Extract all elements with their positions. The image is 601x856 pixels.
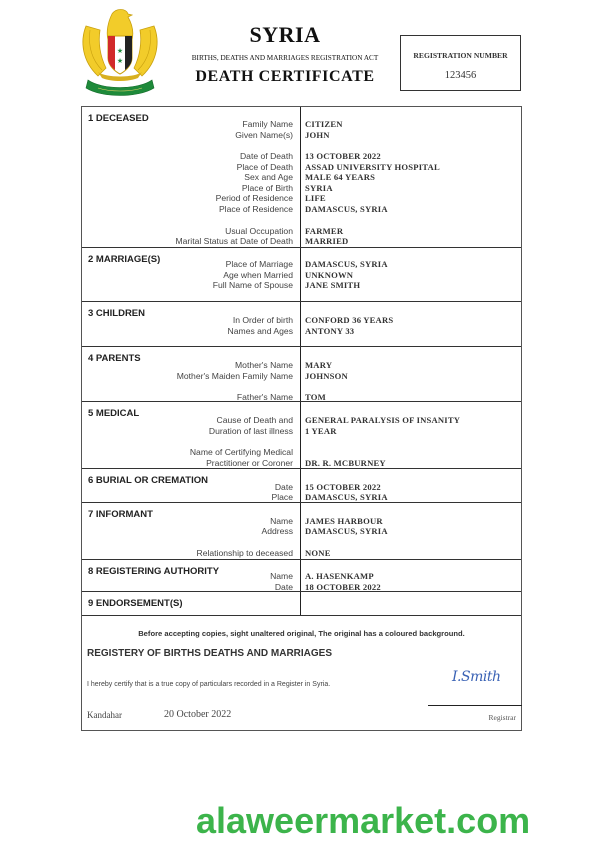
field-value: UNKNOWN	[305, 269, 354, 280]
section-title: 3 CHILDREN	[88, 308, 146, 319]
section-deceased	[82, 107, 521, 248]
field-period-of-residence	[82, 193, 521, 204]
section-endorsements	[82, 592, 521, 616]
field-burial-date	[82, 482, 521, 493]
field-label: Family Name	[242, 119, 293, 129]
field-label: Father's Name	[236, 391, 293, 402]
field-informant-address	[82, 526, 521, 537]
field-value: A. HASENKAMP	[305, 571, 374, 581]
registry-heading: REGISTERY OF BIRTHS DEATHS AND MARRIAGES	[87, 648, 333, 659]
field-spouse-name	[82, 280, 521, 291]
registrar-signature: I.Smith	[452, 669, 501, 685]
field-value: ASSAD UNIVERSITY HOSPITAL	[305, 161, 440, 172]
field-label: Name of Certifying Medical	[189, 447, 293, 457]
field-label: Age when Married	[223, 269, 293, 280]
field-value: 1 YEAR	[305, 425, 337, 436]
field-label: Name	[270, 515, 293, 526]
field-children-order	[82, 315, 521, 326]
field-value: JAMES HARBOUR	[305, 515, 383, 526]
field-label: Place of Death	[236, 161, 293, 172]
section-medical	[82, 402, 521, 469]
field-label: Mother's Maiden Family Name	[176, 370, 293, 381]
field-usual-occupation	[82, 226, 521, 237]
section-marriages	[82, 248, 521, 302]
field-label: Mother's Name	[235, 360, 293, 370]
section-title: 6 BURIAL OR CREMATION	[88, 475, 208, 486]
signature-line	[428, 705, 522, 706]
field-label: Given Name(s)	[235, 129, 293, 140]
svg-text:★: ★	[116, 48, 124, 55]
act-subtitle: BIRTHS, DEATHS AND MARRIAGES REGISTRATION ACT	[191, 54, 379, 62]
field-value: NONE	[305, 547, 331, 558]
field-label: Relationship to deceased	[196, 547, 293, 558]
field-value: JOHN	[305, 129, 330, 140]
field-fathers-name	[82, 392, 521, 403]
field-value: SYRIA	[305, 182, 333, 193]
field-value: JANE SMITH	[305, 280, 361, 291]
registration-number-box	[400, 35, 521, 91]
field-value: MALE 64 YEARS	[305, 172, 376, 183]
issue-date: 20 October 2022	[164, 709, 232, 720]
field-label: Place of Birth	[241, 182, 293, 193]
field-value: 13 OCTOBER 2022	[305, 151, 381, 161]
field-value: DAMASCUS, SYRIA	[305, 526, 388, 536]
section-registering-authority	[82, 560, 521, 592]
field-value: ANTONY 33	[305, 325, 355, 336]
field-age-when-married	[82, 270, 521, 281]
field-label: Usual Occupation	[225, 225, 293, 236]
field-label: Name	[270, 571, 293, 581]
field-label: Place of Residence	[218, 204, 293, 214]
section-title: 8 REGISTERING AUTHORITY	[88, 566, 220, 577]
field-label: In Order of birth	[232, 315, 293, 325]
field-label: Address	[261, 526, 293, 536]
field-value: CONFORD 36 YEARS	[305, 315, 394, 325]
field-value: LIFE	[305, 193, 326, 204]
field-given-names	[82, 130, 521, 141]
field-value: DAMASCUS, SYRIA	[305, 204, 388, 214]
field-authority-name	[82, 571, 521, 582]
section-informant	[82, 503, 521, 560]
field-value: DAMASCUS, SYRIA	[305, 259, 388, 269]
watermark-text: alaweermarket.com	[196, 800, 531, 841]
field-date-of-death	[82, 151, 521, 162]
section-title: 2 MARRIAGE(S)	[88, 254, 161, 265]
field-value: 18 OCTOBER 2022	[305, 581, 381, 592]
field-value: 15 OCTOBER 2022	[305, 481, 381, 492]
field-authority-date	[82, 582, 521, 593]
section-title: 7 INFORMANT	[88, 509, 153, 520]
issue-place: Kandahar	[87, 710, 122, 720]
section-children	[82, 302, 521, 347]
field-label: Sex and Age	[244, 172, 293, 183]
field-children-names	[82, 326, 521, 337]
field-value: CITIZEN	[305, 119, 343, 129]
field-label: Duration of last illness	[208, 425, 293, 436]
field-burial-place	[82, 492, 521, 503]
field-mothers-name	[82, 360, 521, 371]
field-label: Names and Ages	[227, 325, 293, 336]
certification-statement: I hereby certify that is a true copy of particulars recorded in a Register in Syria.	[87, 681, 331, 688]
section-title: 1 DECEASED	[88, 113, 149, 124]
field-label: Date	[274, 481, 293, 492]
field-cause-of-death	[82, 415, 521, 426]
section-parents	[82, 347, 521, 402]
field-label: Date	[274, 581, 293, 592]
field-value: TOM	[305, 391, 326, 402]
field-label: Cause of Death and	[216, 415, 293, 425]
coat-of-arms-icon	[76, 6, 164, 98]
field-place-of-residence	[82, 204, 521, 215]
section-title: 4 PARENTS	[88, 353, 141, 364]
field-label: Place of Marriage	[225, 259, 293, 269]
country-title: SYRIA	[249, 22, 321, 47]
field-value: DAMASCUS, SYRIA	[305, 492, 388, 502]
section-title: 5 MEDICAL	[88, 408, 140, 419]
field-value: DR. R. MCBURNEY	[305, 457, 386, 468]
field-duration-of-illness	[82, 426, 521, 437]
registration-number-label: REGISTRATION NUMBER	[413, 51, 508, 60]
field-value: MARY	[305, 360, 333, 370]
original-notice: Before accepting copies, sight unaltered original, The original has a coloured background.	[138, 629, 465, 638]
field-place-of-marriage	[82, 259, 521, 270]
field-value: GENERAL PARALYSIS OF INSANITY	[305, 415, 461, 425]
field-label: Date of Death	[239, 151, 293, 161]
section-burial	[82, 469, 521, 503]
registrar-label: Registrar	[488, 713, 516, 722]
field-value: JOHNSON	[305, 370, 348, 381]
field-label: Place	[271, 492, 293, 502]
field-practitioner	[82, 458, 521, 469]
section-title: 9 ENDORSEMENT(S)	[88, 598, 183, 609]
field-certifying-medical	[82, 447, 521, 458]
field-marital-status	[82, 236, 521, 247]
field-label: Marital Status at Date of Death	[175, 236, 293, 246]
field-label: Practitioner or Coroner	[206, 457, 293, 468]
field-place-of-death	[82, 162, 521, 173]
field-mothers-maiden-name	[82, 371, 521, 382]
field-label: Period of Residence	[215, 193, 293, 204]
field-family-name	[82, 119, 521, 130]
field-value: MARRIED	[305, 236, 349, 246]
document-title: DEATH CERTIFICATE	[195, 68, 375, 85]
field-sex-and-age	[82, 172, 521, 183]
certificate-table	[81, 106, 522, 731]
registration-number-value: 123456	[444, 70, 477, 81]
field-informant-name	[82, 516, 521, 527]
field-place-of-birth	[82, 183, 521, 194]
field-value: FARMER	[305, 225, 344, 236]
field-label: Full Name of Spouse	[212, 280, 293, 291]
field-relationship	[82, 548, 521, 559]
svg-text:★: ★	[116, 58, 124, 65]
